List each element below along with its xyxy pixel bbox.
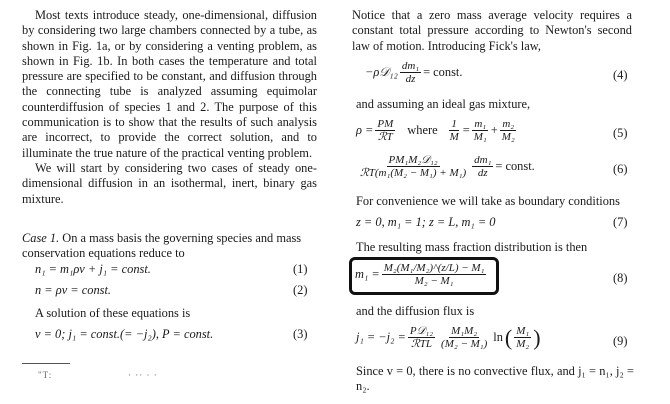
equation-5-number: (5) (613, 126, 628, 140)
boundary-conditions-text: For convenience we will take as boundary conditions (356, 194, 620, 208)
result-text: The resulting mass fraction distribution is then (356, 240, 588, 254)
equation-6: $\frac{\text{PM₁M₂𝒟₁₂}}{\text{ℛT(m₁(M₂ − M₁) + M₁)}}$ $\frac{\text{dm₁}}{dz}$ = const. (360, 154, 535, 179)
cases-intro-paragraph: We will start by considering two cases of steady one-dimensional diffusion in an isothermal, inert, binary gas mixture. (22, 160, 317, 206)
equation-8-number: (8) (613, 271, 628, 285)
closing-text: Since v = 0, there is no convective flux, and j₁ = n₁, j₂ = n₂. (356, 364, 634, 394)
equation-2-number: (2) (293, 283, 308, 297)
equation-8: m₁ = $\frac{\text{M₂(M₁/M₂)\textasciicircum{}(z/L) − M₁}}{\text{M₂ − M₁}}$ (355, 262, 485, 287)
equation-1: n₁ = m₁ρv + j₁ = const. (35, 262, 151, 276)
equation-4-number: (4) (613, 68, 628, 82)
equation-3: v = 0; j₁ = const.(= −j₂), P = const. (35, 327, 214, 341)
left-column (22, 8, 317, 207)
case1-text: On a mass basis the governing species and mass conservation equations reduce to (22, 231, 302, 261)
case1-paragraph (22, 231, 317, 262)
right-column (352, 8, 632, 54)
equation-7-number: (7) (613, 215, 628, 229)
equation-2: n = ρv = const. (35, 283, 112, 297)
equation-3-number: (3) (293, 327, 308, 341)
footer-fragment-2: · ·· · · (128, 370, 158, 380)
case1-label: Case 1. (22, 231, 60, 245)
intro-paragraph: Most texts introduce steady, one-dimensional, diffusion by considering two large chambers connected by a tube, as shown in Fig. 1a, or by considering a venting problem, as shown in Fig. 1b. In both cases the temperature and total pressure are specified to be constant, and diffusion through the connecting tube is analyzed assuming equimolar counterdiffusion of species 1 and 2. The purpose of this communication is to show that the results of such analysis are incorrect, to provide the correct solution, and to illuminate the true nature of the practical venting problem. (22, 8, 317, 160)
equation-9: j₁ = −j₂ = $\frac{\text{P𝒟₁₂}}{\text{ℛTL}}$ $\frac{\text{M₁M₂}}{\text{(M₂ − M₁)}}$ ln ( $\frac{\text{M₁}}{\text{M₂}}$ ) (356, 324, 541, 350)
footer-fragment-1: "T: (38, 370, 53, 380)
equation-6-number: (6) (613, 162, 628, 176)
equation-9-number: (9) (613, 334, 628, 348)
ficks-law-paragraph: Notice that a zero mass average velocity requires a constant total pressure according to Newton's second law of motion. Introducing Fick's law, (352, 8, 632, 53)
equation-1-number: (1) (293, 262, 308, 276)
equation-4: −ρ𝒟₁₂ $\frac{\text{dm₁}}{dz}$ = const. (365, 60, 463, 85)
flux-text: and the diffusion flux is (356, 304, 475, 318)
eq4-fraction: $\frac{\text{dm₁}}{dz}$ (401, 60, 420, 85)
footnote-rule (22, 363, 70, 364)
solution-text: A solution of these equations is (35, 306, 191, 320)
equation-5: ρ = $\frac{PM}{\text{ℛT}}$ where $\frac{1}{M}$ = $\frac{\text{m₁}}{\text{M₁}}$ + $\frac{\text{m₂}}{\text{M₂}}$ (356, 118, 515, 143)
equation-7: z = 0, m₁ = 1; z = L, m₁ = 0 (356, 215, 496, 229)
ideal-gas-text: and assuming an ideal gas mixture, (356, 97, 531, 111)
